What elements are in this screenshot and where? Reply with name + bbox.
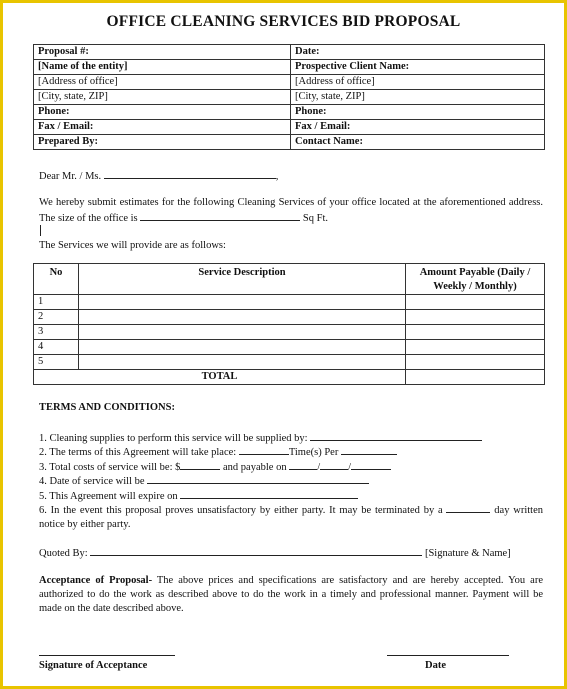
info-right-cell[interactable]: Fax / Email: [291, 120, 545, 135]
service-amount-cell[interactable] [406, 310, 545, 325]
service-amount-cell[interactable] [406, 325, 545, 340]
term-4 [39, 473, 369, 489]
header-description: Service Description [79, 264, 406, 295]
service-row-number: 3 [34, 325, 79, 340]
cost-blank[interactable] [180, 459, 220, 470]
header-no: No [34, 264, 79, 295]
service-row [34, 295, 545, 310]
quoted-by-label: Quoted By: [39, 548, 88, 559]
payable-day-blank[interactable] [320, 459, 348, 470]
info-row [34, 45, 545, 60]
info-right-cell[interactable]: [Address of office] [291, 75, 545, 90]
service-description-cell[interactable] [79, 295, 406, 310]
service-amount-cell[interactable] [406, 295, 545, 310]
service-description-cell[interactable] [79, 325, 406, 340]
total-label: TOTAL [34, 370, 406, 385]
office-size-blank[interactable] [140, 210, 300, 221]
acceptance-signature-line[interactable] [39, 655, 175, 656]
sqft-label: Sq Ft. [302, 213, 329, 224]
info-row [34, 135, 545, 150]
salutation-label: Dear Mr. / Ms. [39, 171, 102, 182]
text-cursor [40, 225, 41, 236]
info-right-cell[interactable]: [City, state, ZIP] [291, 90, 545, 105]
quoted-by-line [39, 545, 543, 561]
info-left-cell[interactable]: [Name of the entity] [34, 60, 291, 75]
term-3-payable-text: and payable on [223, 462, 287, 473]
supplies-blank[interactable] [310, 430, 482, 441]
service-row-number: 1 [34, 295, 79, 310]
info-right-cell[interactable]: Date: [291, 45, 545, 60]
service-description-cell[interactable] [79, 310, 406, 325]
info-row [34, 60, 545, 75]
info-right-cell[interactable]: Contact Name: [291, 135, 545, 150]
expire-date-blank[interactable] [180, 488, 358, 499]
term-2-times-text: Time(s) Per [288, 447, 339, 458]
term-6-notice-text: day written notice by either party. [39, 505, 544, 530]
payable-month-blank[interactable] [289, 459, 317, 470]
service-row [34, 310, 545, 325]
info-row [34, 120, 545, 135]
services-header-row [34, 264, 545, 295]
term-1-text: 1. Cleaning supplies to perform this service will be supplied by: [39, 433, 308, 444]
info-left-cell[interactable]: [City, state, ZIP] [34, 90, 291, 105]
service-description-cell[interactable] [79, 355, 406, 370]
date-signature-line[interactable] [387, 655, 509, 656]
intro-text: We hereby submit estimates for the following Cleaning Services of your office located at the aforementioned address. The size of the office is [39, 197, 543, 224]
info-left-cell[interactable]: [Address of office] [34, 75, 291, 90]
term-4-text: 4. Date of service will be [39, 476, 145, 487]
service-row-number: 5 [34, 355, 79, 370]
info-right-cell[interactable]: Phone: [291, 105, 545, 120]
total-amount-cell[interactable] [406, 370, 545, 385]
service-row-number: 4 [34, 340, 79, 355]
info-left-cell[interactable]: Prepared By: [34, 135, 291, 150]
service-row-number: 2 [34, 310, 79, 325]
service-amount-cell[interactable] [406, 340, 545, 355]
service-row [34, 340, 545, 355]
term-2-text: 2. The terms of this Agreement will take place: [39, 447, 237, 458]
services-body [34, 295, 545, 370]
acceptance-paragraph [39, 574, 543, 616]
service-amount-cell[interactable] [406, 355, 545, 370]
notice-days-blank[interactable] [446, 502, 490, 513]
info-row [34, 90, 545, 105]
service-description-cell[interactable] [79, 340, 406, 355]
term-6 [39, 502, 543, 532]
info-row [34, 105, 545, 120]
service-date-blank[interactable] [147, 473, 369, 484]
salutation-line: Dear Mr. / Ms. , [39, 168, 278, 184]
header-amount: Amount Payable (Daily / Weekly / Monthly) [406, 264, 545, 295]
services-total-row [34, 370, 545, 385]
service-row [34, 325, 545, 340]
services-intro: The Services we will provide are as follows: [39, 240, 226, 251]
signature-name-label: [Signature & Name] [424, 548, 511, 559]
services-table [33, 263, 545, 385]
term-5-text: 5. This Agreement will expire on [39, 491, 178, 502]
payable-year-blank[interactable] [351, 459, 391, 470]
quoted-by-blank[interactable] [90, 545, 422, 556]
document-title: OFFICE CLEANING SERVICES BID PROPOSAL [106, 13, 461, 30]
acceptance-text: The above prices and specifications are satisfactory and are hereby accepted. You are authorized to do the work as described above to do the work in a timely and professional manner. Payment will be made on the date described above. [39, 575, 543, 614]
signature-of-acceptance-label: Signature of Acceptance [39, 660, 148, 671]
term-2 [39, 444, 397, 460]
per-blank[interactable] [341, 444, 397, 455]
proposal-info-body [34, 45, 545, 150]
info-left-cell[interactable]: Fax / Email: [34, 120, 291, 135]
term-3-text: 3. Total costs of service will be: $ [39, 462, 181, 473]
date-label: Date [425, 660, 446, 671]
service-row [34, 355, 545, 370]
info-left-cell[interactable]: Phone: [34, 105, 291, 120]
term-6-text: 6. In the event this proposal proves unsatisfactory by either party. It may be terminated by a [39, 505, 443, 516]
proposal-info-table [33, 44, 545, 150]
intro-paragraph [39, 196, 543, 226]
times-blank[interactable] [239, 444, 289, 455]
acceptance-label: Acceptance of Proposal- [39, 575, 153, 586]
terms-heading: TERMS AND CONDITIONS: [39, 402, 175, 413]
salutation-name-blank[interactable] [104, 168, 276, 179]
info-left-cell[interactable]: Proposal #: [34, 45, 291, 60]
info-row [34, 75, 545, 90]
term-3: 3. Total costs of service will be: $ and payable on / / [39, 459, 391, 475]
info-right-cell[interactable]: Prospective Client Name: [291, 60, 545, 75]
